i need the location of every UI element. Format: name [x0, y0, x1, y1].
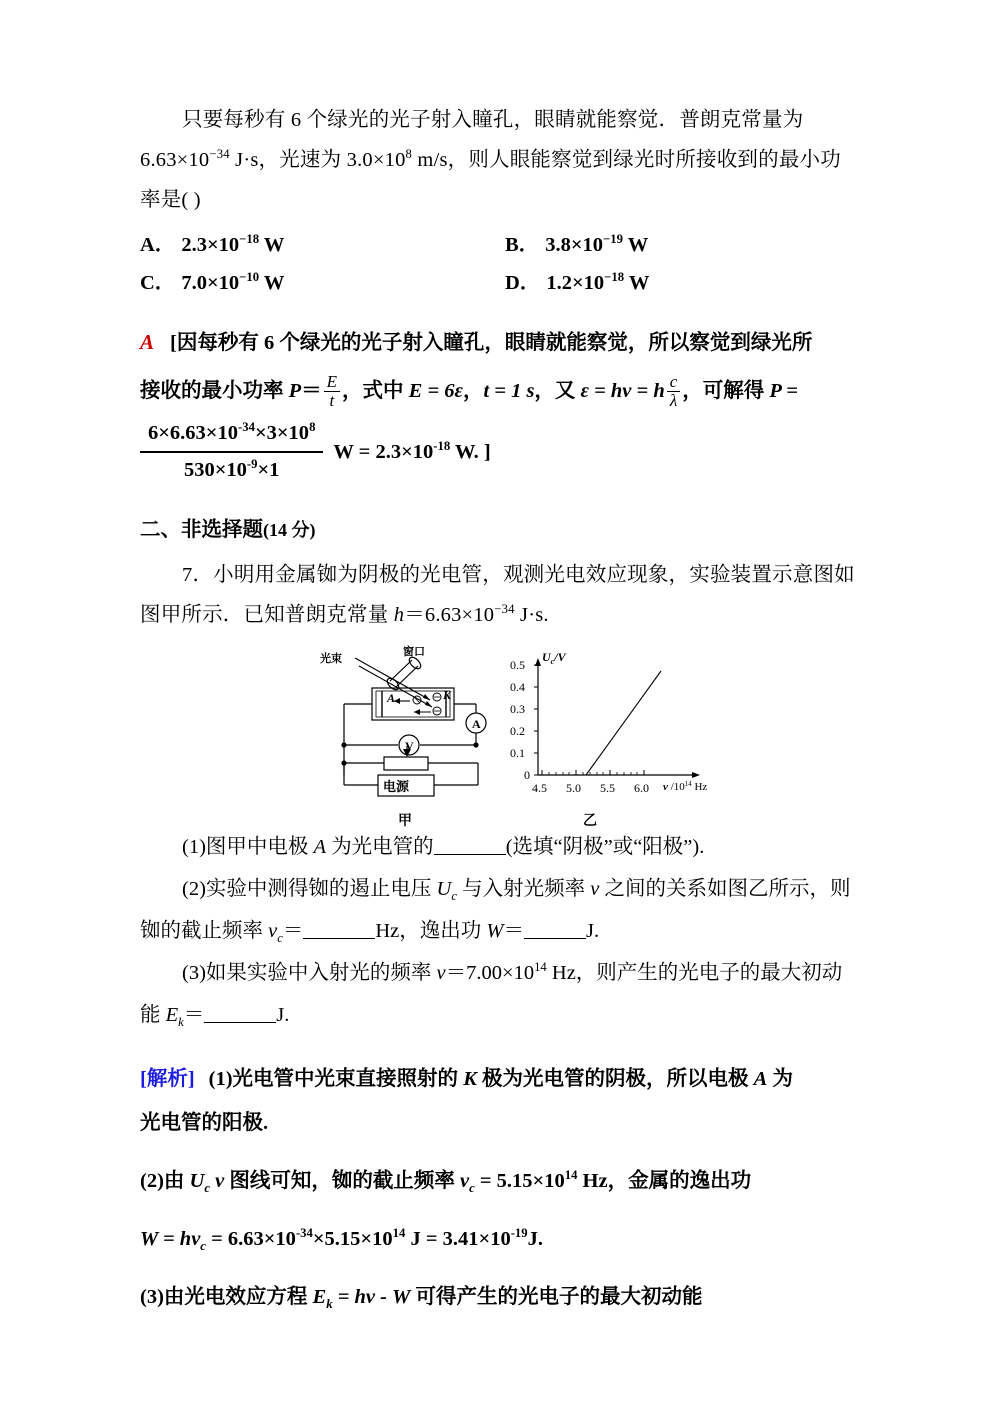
q6-planck-value: 6.63×10: [140, 149, 210, 171]
q6-light-speed-text: J·s，光速为 3.0×10: [229, 149, 406, 171]
question6-stem-line2: [140, 140, 870, 180]
analysis-p2-nuc-main: ν: [459, 1170, 470, 1193]
choice-A-label: A．: [140, 234, 176, 256]
q7-stem-2exp: −34: [494, 602, 515, 617]
sub2-f: Hz，逸出功: [375, 920, 487, 943]
x-axis-label: ν $/10^{14}$ Hz: [663, 780, 708, 794]
exp-E6eps: E = 6ε: [408, 380, 463, 402]
sub1-answer-blank[interactable]: [434, 834, 506, 856]
sub3-e: ＝: [183, 1004, 205, 1027]
analysis-p2-exp: 14: [564, 1168, 578, 1183]
graph-svg: [490, 645, 720, 805]
choice-B-exp: −19: [603, 232, 623, 247]
question6-choices: [140, 226, 870, 302]
exp-comma2: ，又: [534, 380, 581, 402]
fraction-E-over-t: [324, 373, 340, 410]
big-frac-numerator: [140, 419, 323, 451]
analysis-p3-a: (3)由光电效应方程: [140, 1286, 313, 1309]
q7-stem-2a: 图甲所示．已知普朗克常量: [140, 604, 394, 627]
sub2-g: ＝: [503, 920, 524, 943]
sub2-W: W: [486, 920, 504, 943]
analysis-p2-c: = 5.15×10: [474, 1170, 565, 1193]
analysis-block: [140, 1057, 870, 1319]
bfn-exp1: -34: [238, 420, 255, 435]
figures-container: [140, 645, 870, 830]
q7-sub3-line2: [140, 995, 870, 1035]
big-frac-denominator: [140, 451, 323, 486]
choice-B-value: 3.8×10: [545, 234, 603, 256]
analysis-p2-U: U: [189, 1170, 205, 1193]
choice-A[interactable]: [140, 226, 505, 264]
x-tick-6.0: 6.0: [634, 781, 649, 796]
sub3-nu: ν: [436, 962, 446, 985]
exp-t1s: t = 1 s: [483, 380, 535, 402]
bfd-b: ×1: [257, 458, 280, 481]
analysis-K: K: [463, 1068, 477, 1091]
x-tick-4.5: 4.5: [532, 781, 547, 796]
sub2-freq-blank[interactable]: [303, 918, 375, 940]
choice-C-label: C．: [140, 272, 176, 294]
exp-eq: ＝: [301, 380, 322, 402]
sub2-c: 之间的关系如图乙所示，则: [599, 878, 851, 901]
answer-big-fraction-line: [140, 419, 870, 485]
analysis-f-exp3: -19: [510, 1226, 528, 1241]
sub2-U: U: [436, 878, 452, 901]
analysis-W-formula: [140, 1228, 206, 1254]
bfn-b: ×3×10: [254, 422, 310, 444]
section-points: (14 分): [263, 520, 316, 541]
y-tick-0.2: 0.2: [510, 724, 525, 739]
analysis-p3-c: 可得产生的光电子的最大初动能: [410, 1286, 703, 1309]
sub2-a: (2)实验中测得铷的遏止电压: [182, 878, 437, 901]
choice-D[interactable]: [505, 264, 870, 302]
sub3-energy-blank[interactable]: [204, 1002, 276, 1024]
bfd-exp: -9: [246, 456, 258, 471]
analysis-A: A: [753, 1068, 768, 1091]
sub2-d: 铷的截止频率: [140, 920, 269, 943]
figure-yi-caption: 乙: [583, 814, 597, 830]
q6-stem-line1: 只要每秒有 6 个绿光的光子射入瞳孔，眼睛就能察觉．普朗克常量为: [182, 109, 804, 131]
frac-denominator-t: t: [324, 391, 340, 410]
q7-sub2-line1: [140, 869, 870, 909]
analysis-p2-nuc: [459, 1170, 475, 1196]
sub2-nuc-main: ν: [268, 920, 278, 943]
y-tick-0: 0: [524, 768, 530, 783]
sub2-Uc: [436, 878, 457, 904]
answer-line1: [140, 320, 870, 365]
section-title: 二、非选择题: [140, 519, 263, 542]
choice-C[interactable]: [140, 264, 505, 302]
analysis-Whnu-sub: c: [200, 1239, 206, 1254]
bft-exp: -18: [433, 439, 451, 454]
sub2-h: J.: [585, 920, 600, 943]
analysis-p2-nu: ν: [215, 1170, 225, 1193]
label-power-source: 电源: [383, 779, 410, 795]
analysis-p2-d: Hz，金属的逸出功: [577, 1170, 752, 1193]
analysis-tag: [解析]: [140, 1068, 195, 1091]
analysis-f-exp2: 14: [392, 1226, 406, 1241]
page-content: [140, 100, 870, 1319]
sub2-work-blank[interactable]: [524, 918, 586, 940]
analysis-p1-line1: [140, 1057, 870, 1101]
analysis-p3-E-sub: k: [326, 1297, 333, 1312]
sub3-d: 能: [140, 1004, 166, 1027]
sub3-b: ＝7.00×10: [445, 962, 535, 985]
analysis-p3-line: [140, 1275, 870, 1319]
sub3-c: Hz，则产生的光电子的最大初动: [546, 962, 843, 985]
choice-D-unit: W: [624, 272, 650, 294]
bfn-exp2: 8: [309, 420, 316, 435]
analysis-f-e: J.: [527, 1228, 544, 1251]
y-axis-label: $U_c/V$: [542, 650, 566, 667]
analysis-f-d: J = 3.41×10: [405, 1228, 511, 1251]
bfn-a: 6×6.63×10: [148, 422, 238, 444]
frac-denominator-lambda: λ: [667, 391, 681, 410]
choice-C-value: 7.0×10: [181, 272, 240, 294]
analysis-p2-Uc: [189, 1170, 210, 1196]
sub1-A-symbol: A: [313, 836, 327, 859]
choice-A-unit: W: [259, 234, 285, 256]
exp-P2: P =: [769, 380, 798, 402]
analysis-p2-nuc-sub: c: [469, 1181, 475, 1196]
sub1-b: 为光电管的: [326, 836, 434, 859]
q6-stem-tail: m/s，则人眼能察觉到绿光时所接收到的最小功: [412, 149, 841, 171]
sub3-f: J.: [276, 1004, 290, 1027]
fraction-c-over-lambda: [667, 373, 681, 410]
answer-explanation-open: [因每秒有 6 个绿光的光子射入瞳孔，眼睛就能察觉，所以察觉到绿光所: [170, 332, 813, 354]
exp-comma1: ，: [462, 380, 484, 402]
sub3-Ek: [165, 1004, 184, 1030]
big-frac-result: [333, 430, 490, 474]
sub3-E-sub: k: [178, 1015, 184, 1030]
q7-number: 7．: [182, 564, 214, 587]
q7-stem-1: 小明用金属铷为阴极的光电管，观测光电效应现象，实验装置示意图如: [213, 564, 855, 587]
question7-stem-line2: [140, 595, 870, 635]
analysis-p1-line2: [140, 1101, 870, 1145]
analysis-p3-E: E: [312, 1286, 327, 1309]
choice-C-unit: W: [259, 272, 285, 294]
y-tick-0.4: 0.4: [510, 680, 525, 695]
sub2-b: 与入射光频率: [456, 878, 591, 901]
circuit-diagram-svg: [310, 645, 500, 805]
exp-epsilon-hnu: ε = hν = h: [580, 380, 665, 402]
sub2-e: ＝: [282, 920, 304, 943]
choice-B-label: B．: [505, 234, 540, 256]
choice-row-cd: [140, 264, 870, 302]
q7-h-symbol: h: [393, 604, 405, 627]
figure-jia-circuit: [310, 645, 500, 830]
analysis-p1-b: 极为光电管的阴极，所以电极: [476, 1068, 754, 1091]
q7-stem-2c: J·s.: [514, 604, 549, 627]
analysis-p3-b: = hν - W: [332, 1286, 411, 1309]
analysis-f-exp1: -34: [295, 1226, 313, 1241]
sub3-exp: 14: [534, 960, 547, 975]
sub2-nu: ν: [590, 878, 600, 901]
sub3-a: (3)如果实验中入射光的频率: [182, 962, 437, 985]
frac-numerator-c: c: [669, 371, 678, 391]
sub1-a: (1)图甲中电极: [182, 836, 314, 859]
choice-D-exp: −18: [604, 270, 625, 285]
question6-stem: [140, 100, 870, 140]
analysis-p2-formula: [140, 1217, 870, 1261]
frac-numerator-E: E: [326, 371, 338, 391]
analysis-Whnu: W = hν: [140, 1228, 201, 1251]
big-fraction: [140, 419, 323, 485]
q7-stem-2b: ＝6.63×10: [404, 604, 495, 627]
sub2-nuc-sub: c: [277, 931, 283, 946]
y-tick-0.1: 0.1: [510, 746, 525, 761]
exp-mid1: ，式中: [342, 380, 409, 402]
q6-light-speed-exp: 8: [405, 147, 413, 162]
analysis-p2-U-sub: c: [204, 1181, 210, 1196]
graph-data-line: [586, 671, 661, 775]
sub2-nuc: [268, 920, 283, 946]
question6-answer: [140, 320, 870, 485]
q6-stem-blank: 率是( ): [140, 189, 201, 211]
y-tick-0.5: 0.5: [510, 658, 525, 673]
choice-A-exp: −18: [239, 232, 260, 247]
analysis-p2-line1: [140, 1159, 870, 1203]
q7-sub2-line2: [140, 911, 870, 951]
label-ammeter: A: [472, 717, 481, 732]
figure-yi-graph: [490, 645, 720, 830]
analysis-p2-a: (2)由: [140, 1170, 190, 1193]
sub3-E: E: [165, 1004, 179, 1027]
choice-row-ab: [140, 226, 870, 264]
analysis-p1-d: 光电管的阳极.: [140, 1112, 269, 1135]
x-tick-5.5: 5.5: [600, 781, 615, 796]
analysis-p2-b: 图线可知，铷的截止频率: [224, 1170, 460, 1193]
q6-planck-exp: −34: [209, 147, 230, 162]
exp-tail: ，可解得: [682, 380, 770, 402]
q7-sub1: [140, 827, 870, 867]
section-heading-2: [140, 511, 870, 549]
choice-C-exp: −10: [239, 270, 260, 285]
label-electrode-K: K: [443, 688, 452, 703]
choice-B-unit: W: [622, 234, 649, 256]
bfd-a: 530×10: [183, 458, 247, 481]
sub2-U-sub: c: [451, 889, 457, 904]
figure-jia-caption: 甲: [398, 814, 412, 830]
bft-end: W. ]: [450, 441, 491, 464]
x-tick-5.0: 5.0: [566, 781, 581, 796]
analysis-f-b: = 6.63×10: [205, 1228, 296, 1251]
analysis-f-c: ×5.15×10: [312, 1228, 393, 1251]
label-electrode-A: A: [387, 691, 396, 706]
question7-stem-line1: [140, 555, 870, 595]
label-window: 窗口: [403, 646, 425, 659]
analysis-p1-a: (1)光电管中光束直接照射的: [208, 1068, 464, 1091]
y-tick-0.3: 0.3: [510, 702, 525, 717]
bft-a: W = 2.3×10: [333, 441, 434, 464]
exp-pre: 接收的最小功率: [140, 380, 289, 402]
analysis-p3-Ek: [312, 1286, 333, 1312]
label-voltmeter: V: [405, 739, 414, 754]
question6-stem-line3: [140, 180, 870, 220]
answer-letter: A: [140, 330, 155, 354]
q7-sub3-line1: [140, 953, 870, 993]
analysis-p1-c: 为: [767, 1068, 793, 1091]
choice-D-value: 1.2×10: [546, 272, 605, 294]
choice-B[interactable]: [505, 226, 870, 264]
exp-P: P: [288, 380, 302, 402]
choice-A-value: 2.3×10: [181, 234, 240, 256]
sub1-c: (选填“阴极”或“阳极”).: [505, 836, 705, 859]
answer-line2: [140, 369, 870, 413]
choice-D-label: D．: [505, 272, 541, 294]
label-light-beam: 光束: [320, 653, 342, 666]
